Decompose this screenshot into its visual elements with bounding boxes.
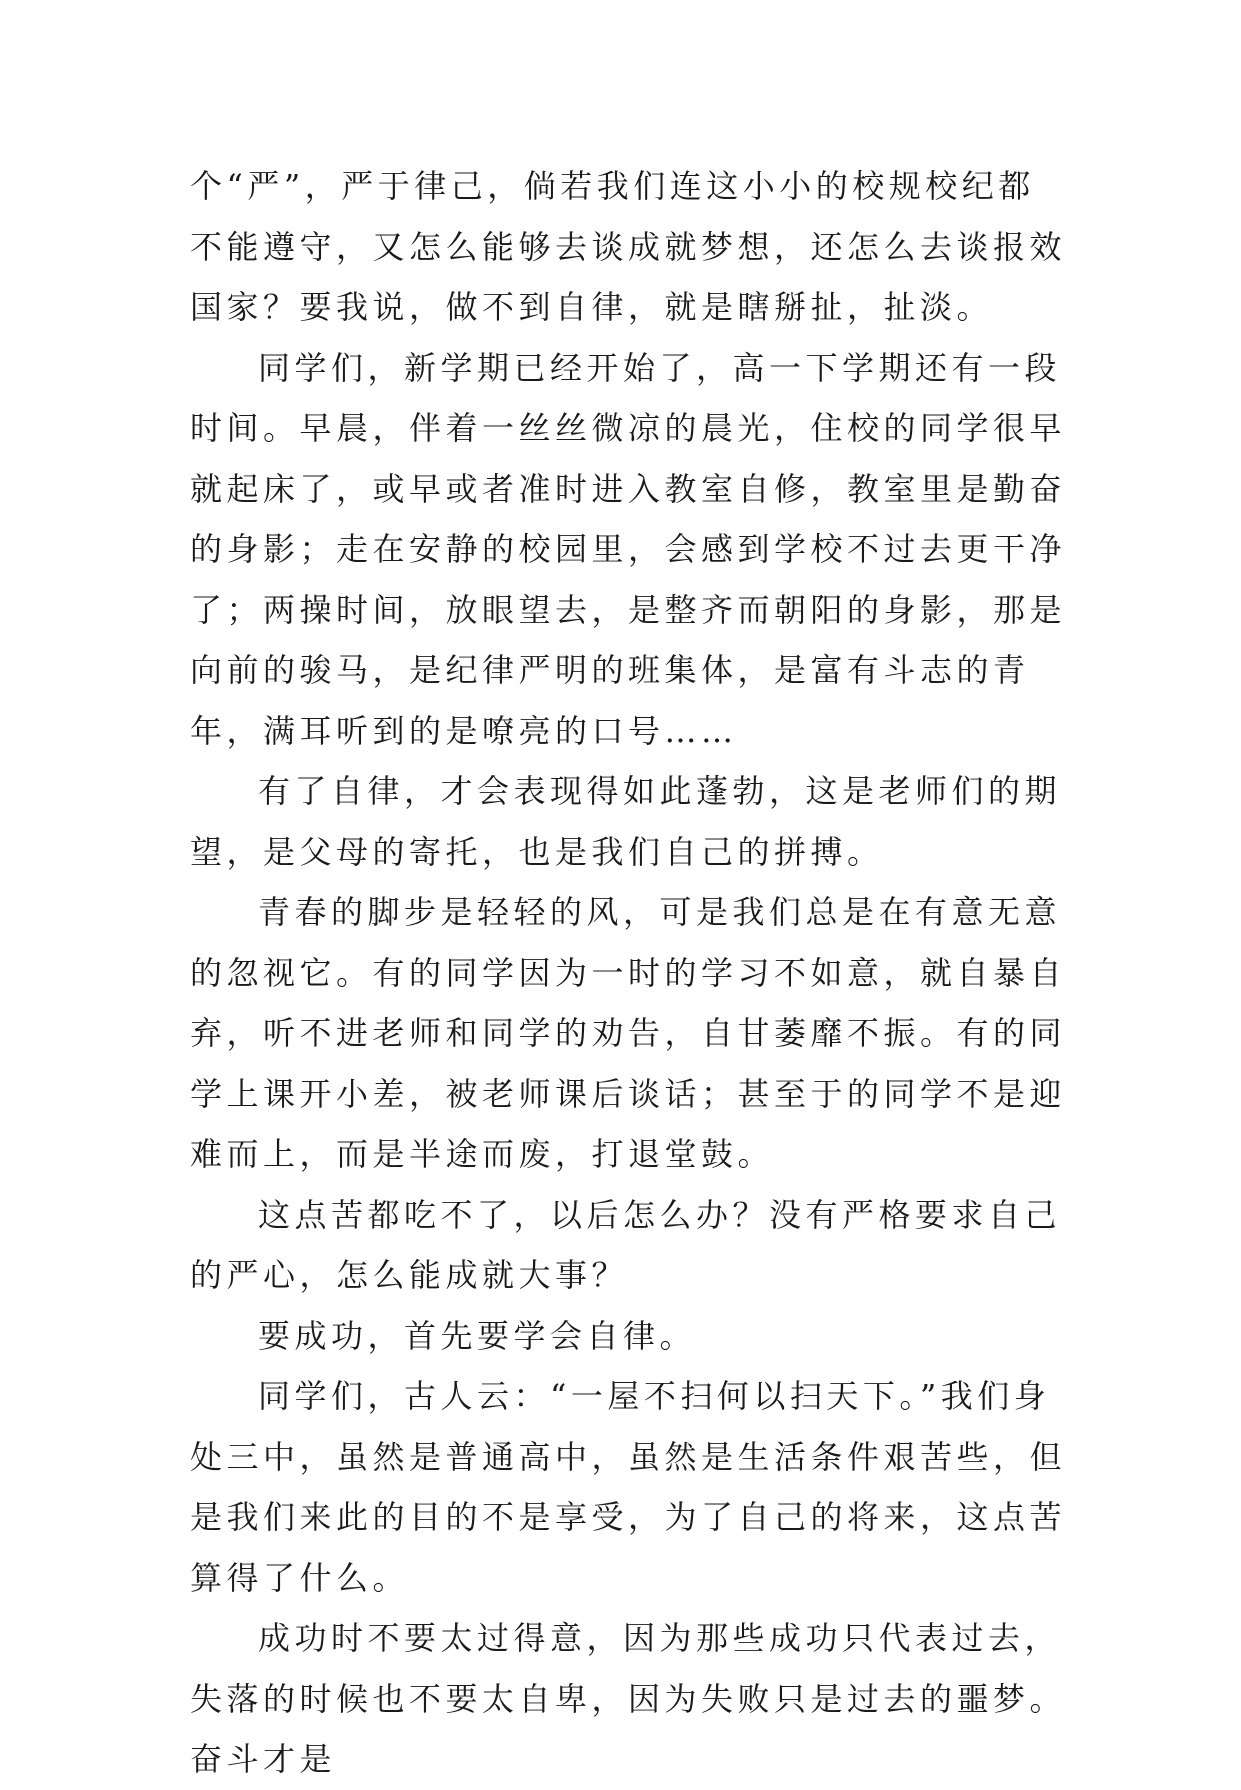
paragraph-4: 青春的脚步是轻轻的风，可是我们总是在有意无意的忽视它。有的同学因为一时的学习不如意，就自暴自弃，听不进老师和同学的劝告，自甘萎靡不振。有的同学上课开小差，被老师课后谈话；甚至于的同学不是迎难而上，而是半途而废，打退堂鼓。 — [190, 893, 1067, 1173]
paragraph-8: 成功时不要太过得意，因为那些成功只代表过去，失落的时候也不要太自卑，因为失败只是过去的噩梦。奋斗才是 — [190, 1619, 1067, 1778]
paragraph-6: 要成功，首先要学会自律。 — [258, 1316, 697, 1355]
paragraph-2: 同学们，新学期已经开始了，高一下学期还有一段时间。早晨，伴着一丝丝微凉的晨光，住校的同学很早就起床了，或早或者准时进入教室自修，教室里是勤奋的身影；走在安静的校园里，会感到学校不过去更干净了；两操时间，放眼望去，是整齐而朝阳的身影，那是向前的骏马，是纪律严明的班集体，是富有斗志的青年，满耳听到的是嘹亮的口号…… — [190, 348, 1067, 750]
document-body — [190, 156, 1070, 1790]
paragraph-5: 这点苦都吃不了，以后怎么办？没有严格要求自己的严心，怎么能成就大事？ — [190, 1195, 1062, 1294]
paragraph-1: 个“严”，严于律己，倘若我们连这小小的校规校纪都不能遵守，又怎么能够去谈成就梦想，还怎么去谈报效国家？要我说，做不到自律，就是瞎掰扯，扯淡。 — [190, 167, 1067, 326]
paragraph-7: 同学们，古人云：“一屋不扫何以扫天下。”我们身处三中，虽然是普通高中，虽然是生活条件艰苦些，但是我们来此的目的不是享受，为了自己的将来，这点苦算得了什么。 — [190, 1377, 1067, 1597]
paragraph-3: 有了自律，才会表现得如此蓬勃，这是老师们的期望，是父母的寄托，也是我们自己的拼搏。 — [190, 772, 1062, 871]
